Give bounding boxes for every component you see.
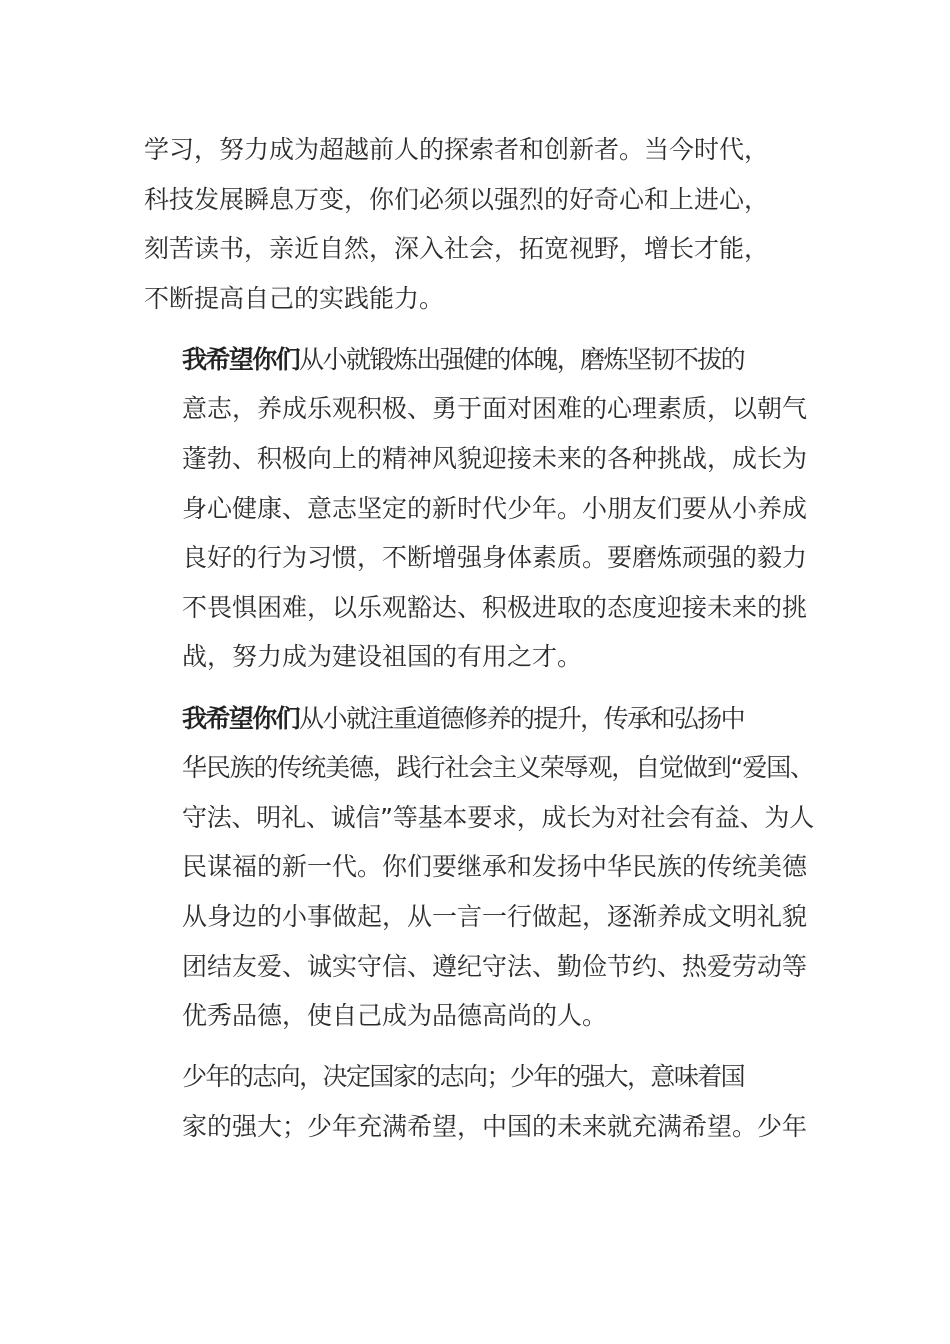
bold-lead-phrase: 我希望你们 — [182, 703, 300, 733]
text-line: 民谋福的新一代。你们要继承和发扬中华民族的传统美德 — [182, 852, 808, 882]
text-line: 身心健康、意志坚定的新时代少年。小朋友们要从小养成 — [182, 493, 808, 523]
paragraph-3 — [144, 694, 814, 1041]
text-line: 战，努力成为建设祖国的有用之才。 — [182, 642, 583, 672]
text-line-rest: 从小就注重道德修养的提升，传承和弘扬中 — [299, 703, 745, 733]
text-line: 蓬勃、积极向上的精神风貌迎接未来的各种挑战，成长为 — [182, 444, 808, 474]
paragraph-4 — [144, 1052, 814, 1151]
text-line: 良好的行为习惯，不断增强身体素质。要磨炼顽强的毅力 — [182, 543, 808, 573]
text-line: 守法、明礼、诚信”等基本要求，成长为对社会有益、为人 — [182, 802, 814, 832]
text-line — [144, 335, 814, 385]
text-line: 不畏惧困难，以乐观豁达、积极进取的态度迎接未来的挑 — [182, 592, 808, 622]
bold-lead-phrase: 我希望你们 — [182, 344, 300, 374]
text-line: 家的强大；少年充满希望，中国的未来就充满希望。少年 — [182, 1111, 808, 1141]
text-line: 意志，养成乐观积极、勇于面对困难的心理素质，以朝气 — [182, 394, 808, 424]
paragraph-1 — [144, 125, 814, 323]
body-text — [144, 125, 814, 1163]
text-line-rest: 从小就锻炼出强健的体魄，磨炼坚韧不拔的 — [299, 344, 745, 374]
text-line: 团结友爱、诚实守信、遵纪守法、勤俭节约、热爱劳动等 — [182, 951, 808, 981]
text-line: 科技发展瞬息万变，你们必须以强烈的好奇心和上进心， — [144, 184, 770, 214]
text-line: 优秀品德，使自己成为品德高尚的人。 — [182, 1001, 608, 1031]
text-line — [144, 694, 814, 744]
text-line: 华民族的传统美德，践行社会主义荣辱观，自觉做到“爱国、 — [182, 753, 814, 783]
text-line: 不断提高自己的实践能力。 — [144, 283, 445, 313]
paragraph-2 — [144, 335, 814, 682]
text-line: 刻苦读书，亲近自然，深入社会，拓宽视野，增长才能， — [144, 234, 770, 264]
text-line: 从身边的小事做起，从一言一行做起，逐渐养成文明礼貌 — [182, 901, 808, 931]
text-line: 少年的志向，决定国家的志向；少年的强大，意味着国 — [182, 1062, 745, 1092]
text-line: 学习，努力成为超越前人的探索者和创新者。当今时代， — [144, 135, 770, 164]
